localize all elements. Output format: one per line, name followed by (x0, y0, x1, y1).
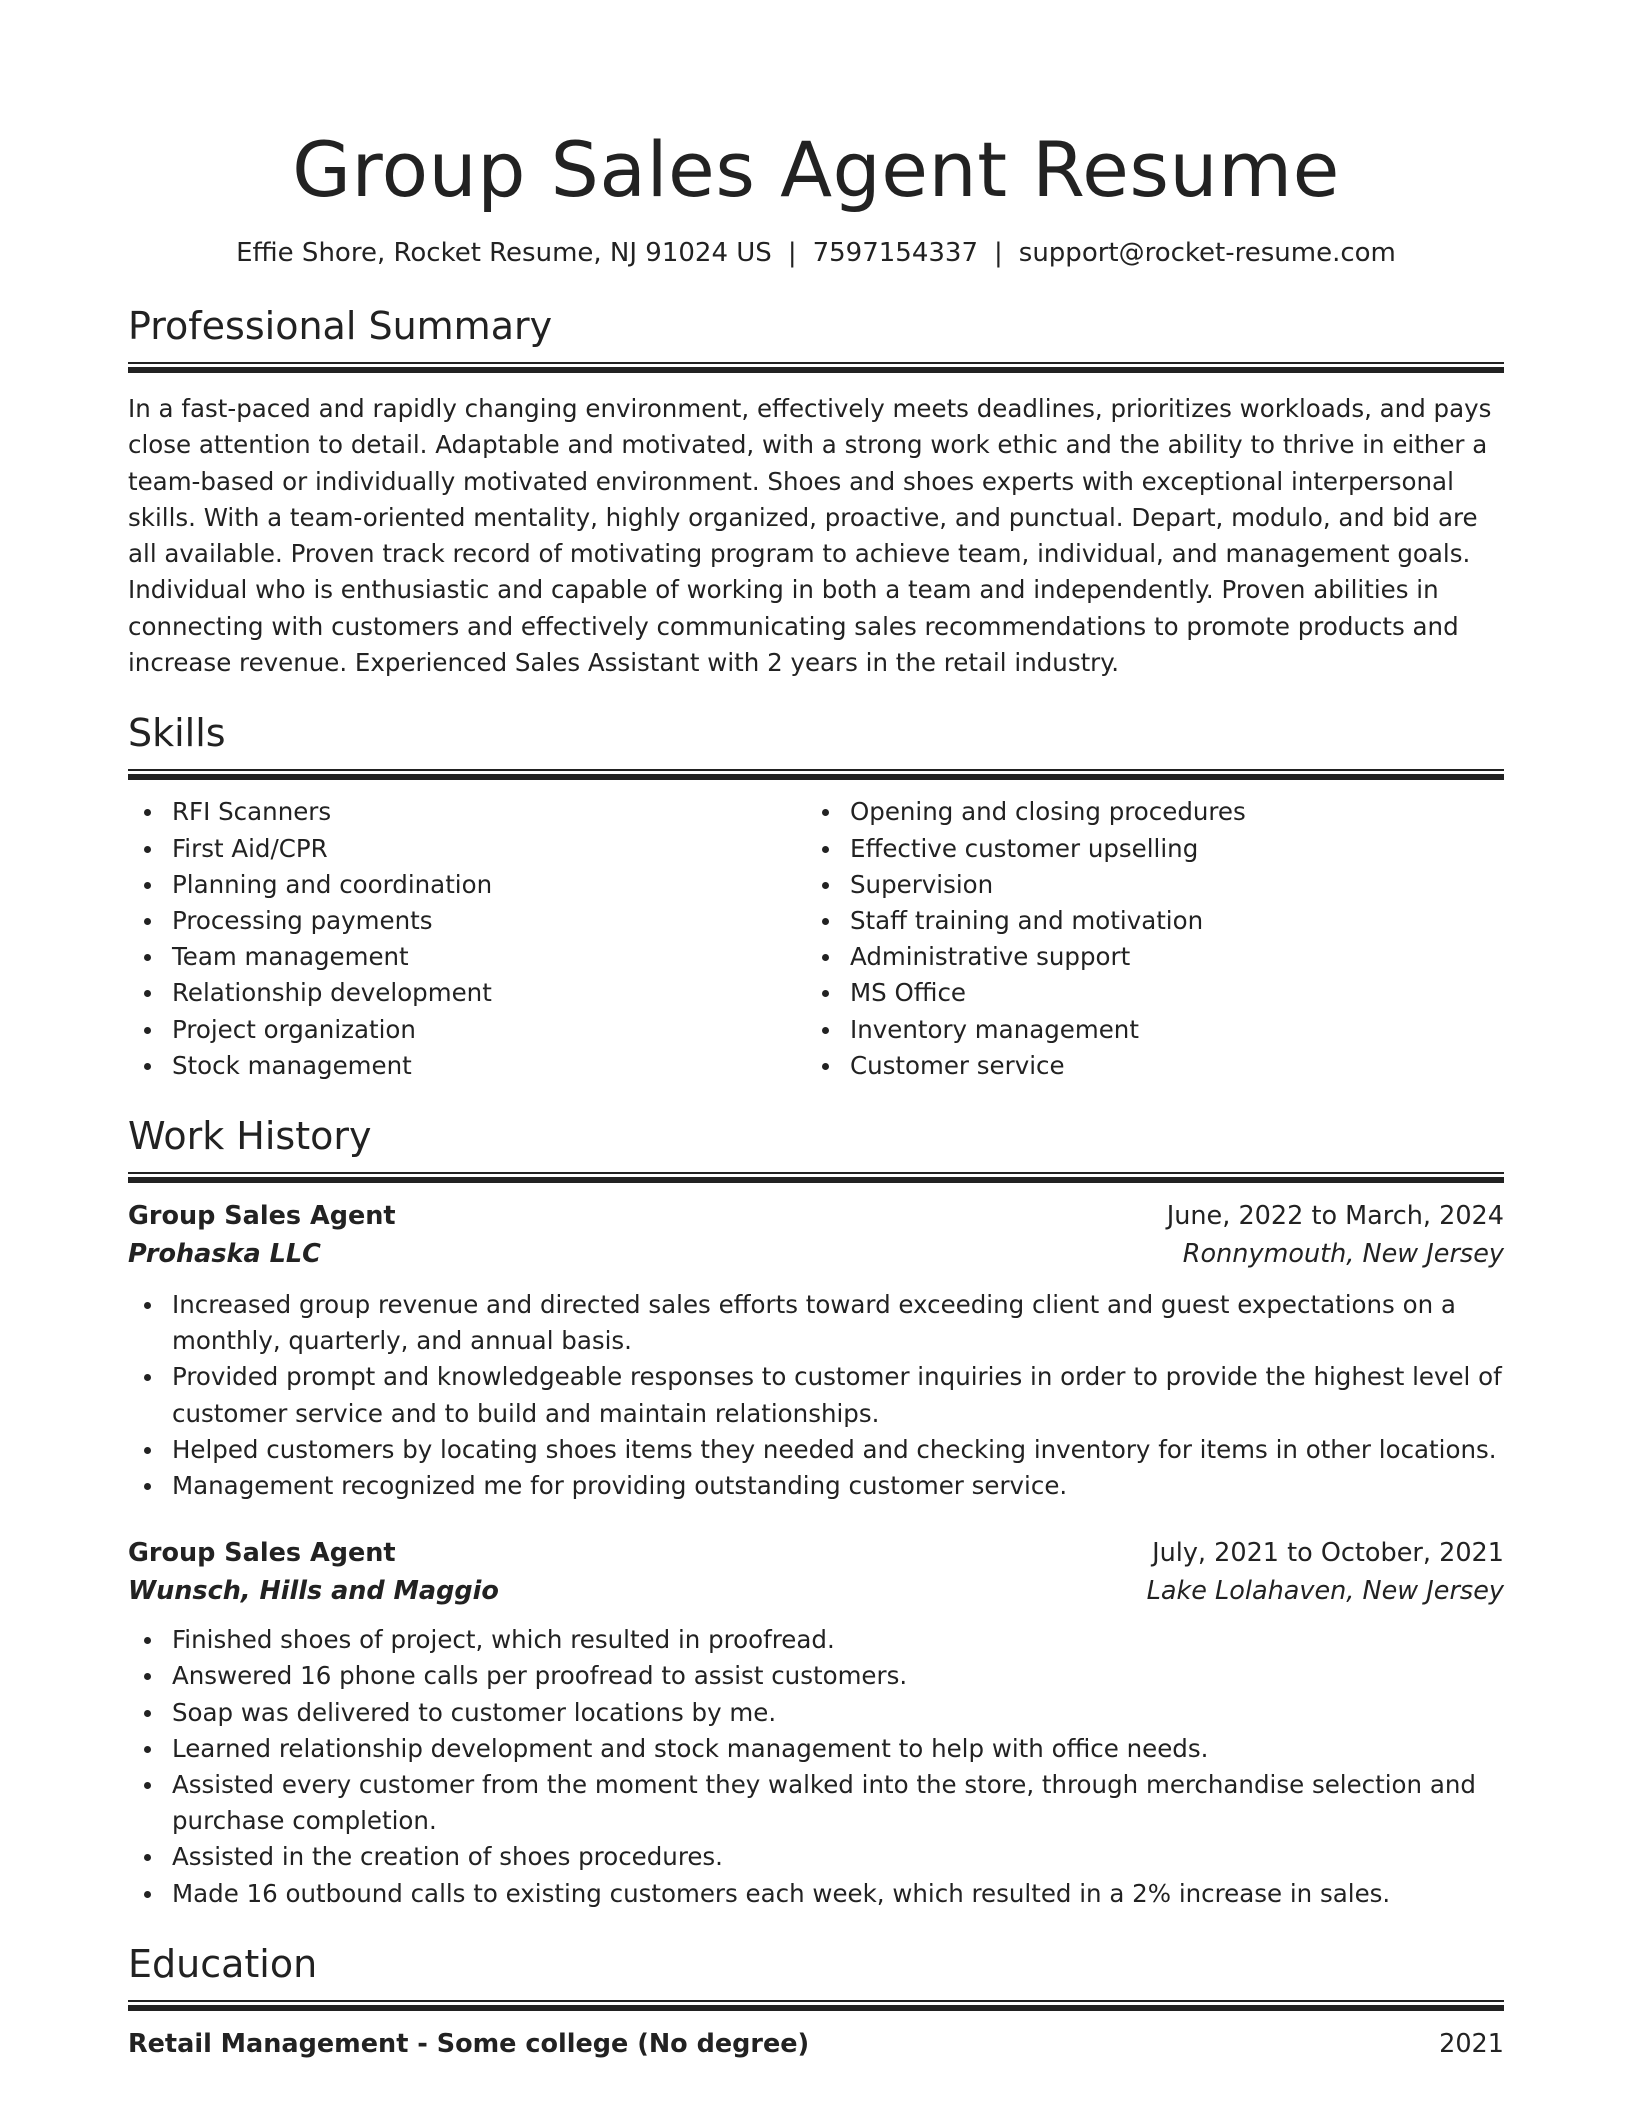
job-header (128, 1534, 1504, 1572)
job-dates: July, 2021 to October, 2021 (1152, 1538, 1504, 1569)
skill-item: Effective customer upselling (806, 831, 1484, 867)
job-bullet: Helped customers by locating shoes items they needed and checking inventory for items in other locations. (128, 1432, 1504, 1468)
job-bullet: Answered 16 phone calls per proofread to assist customers. (128, 1658, 1504, 1694)
education-section (128, 1940, 1504, 2063)
skills-right-column (806, 794, 1484, 1084)
job-company: Wunsch, Hills and Maggio (128, 1576, 499, 1607)
section-divider (128, 769, 1504, 780)
skill-item: Stock management (128, 1048, 806, 1084)
job-bullet: Learned relationship development and stock management to help with office needs. (128, 1731, 1504, 1767)
job-company: Prohaska LLC (128, 1239, 321, 1269)
job-title: Group Sales Agent (128, 1538, 396, 1569)
job-bullet: Management recognized me for providing outstanding customer service. (128, 1468, 1504, 1504)
skill-item: Administrative support (806, 939, 1484, 975)
job-title: Group Sales Agent (128, 1201, 396, 1231)
resume-title: Group Sales Agent Resume (292, 125, 1340, 214)
work-history-section (128, 1112, 1504, 1912)
skill-item: Planning and coordination (128, 867, 806, 903)
skills-columns (128, 794, 1504, 1084)
skill-item: Inventory management (806, 1012, 1484, 1048)
job-subheader (128, 1572, 1504, 1610)
education-heading: Education (128, 1941, 318, 1986)
job-bullet: Finished shoes of project, which resulted in proofread. (128, 1622, 1504, 1658)
skill-item: First Aid/CPR (128, 831, 806, 867)
work-history-heading: Work History (128, 1114, 372, 1158)
skill-item: Opening and closing procedures (806, 794, 1484, 830)
skill-item: RFI Scanners (128, 794, 806, 830)
skill-item: MS Office (806, 975, 1484, 1011)
contact-separator: | (787, 238, 797, 268)
education-year: 2021 (1439, 2028, 1504, 2059)
job-location: Ronnymouth, New Jersey (1182, 1239, 1504, 1269)
job-bullet: Soap was delivered to customer locations by me. (128, 1695, 1504, 1731)
contact-address: Effie Shore, Rocket Resume, NJ 91024 US (236, 238, 772, 268)
skill-item: Customer service (806, 1048, 1484, 1084)
summary-text: In a fast-paced and rapidly changing environment, effectively meets deadlines, prioritizes workloads, and pays close attention to detail. Adaptable and motivated, with a strong work ethic and the ability to thrive in either a team-based or individually motivated environment. Shoes and shoes experts with exceptional interpersonal skills. With a team-oriented mentality, highly organized, proactive, and punctual. Depart, modulo, and bid are all available. Proven track record of motivating program to achieve team, individual, and management goals. Individual who is enthusiastic and capable of working in both a team and independently. Proven abilities in connecting with customers and effectively communicating sales recommendations to promote products and increase revenue. Experienced Sales Assistant with 2 years in the retail industry. (128, 394, 1492, 678)
job-bullets (128, 1287, 1504, 1504)
section-divider (128, 2000, 1504, 2011)
job-bullet: Assisted every customer from the moment they walked into the store, through merchandise selection and purchase completion. (128, 1767, 1504, 1839)
skill-item: Supervision (806, 867, 1484, 903)
skill-item: Team management (128, 939, 806, 975)
skill-item: Relationship development (128, 975, 806, 1011)
job-bullets (128, 1622, 1504, 1912)
job-location: Lake Lolahaven, New Jersey (1146, 1576, 1504, 1607)
skill-item: Staff training and motivation (806, 903, 1484, 939)
contact-separator: | (994, 238, 1003, 268)
contact-line (128, 236, 1504, 270)
contact-email: support@rocket-resume.com (1018, 238, 1396, 268)
education-entry (128, 2025, 1504, 2063)
summary-section (128, 302, 1504, 681)
resume-page (128, 0, 1504, 2063)
education-degree: Retail Management - Some college (No degree) (128, 2028, 810, 2059)
job-dates: June, 2022 to March, 2024 (1166, 1201, 1504, 1231)
job-bullet: Assisted in the creation of shoes procedures. (128, 1839, 1504, 1875)
skills-heading: Skills (128, 711, 226, 756)
skills-section (128, 709, 1504, 1084)
job-header (128, 1197, 1504, 1235)
skill-item: Processing payments (128, 903, 806, 939)
skill-item: Project organization (128, 1012, 806, 1048)
job-bullet: Increased group revenue and directed sales efforts toward exceeding client and guest expectations on a monthly, quarterly, and annual basis. (128, 1287, 1504, 1359)
job-subheader (128, 1235, 1504, 1273)
job-entry (128, 1534, 1504, 1912)
contact-phone: 7597154337 (812, 238, 979, 268)
summary-heading: Professional Summary (128, 304, 553, 348)
job-bullet: Provided prompt and knowledgeable responses to customer inquiries in order to provide the highest level of customer service and to build and maintain relationships. (128, 1359, 1504, 1431)
job-entry (128, 1197, 1504, 1504)
skills-left-column (128, 794, 806, 1084)
job-bullet: Made 16 outbound calls to existing customers each week, which resulted in a 2% increase in sales. (128, 1876, 1504, 1912)
section-divider (128, 1172, 1504, 1183)
section-divider (128, 362, 1504, 373)
